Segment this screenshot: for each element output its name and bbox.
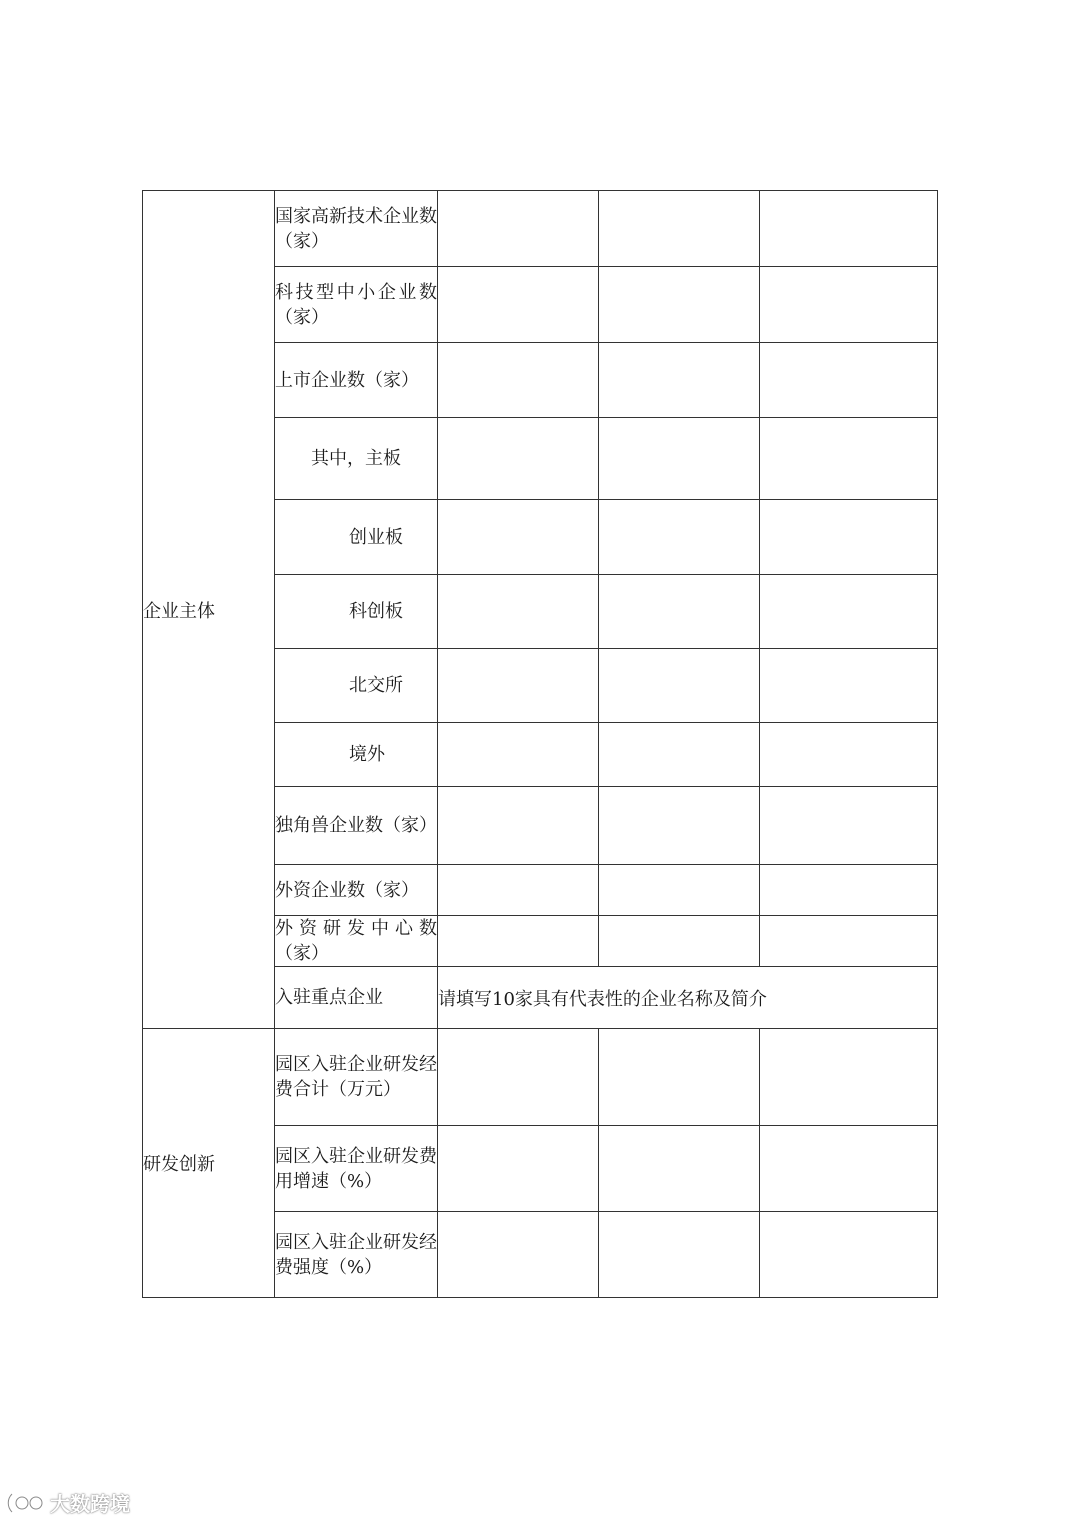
input-cell[interactable] [760, 865, 938, 916]
input-cell[interactable] [760, 1029, 938, 1126]
row-label: 科技型中小企业数（家） [275, 267, 438, 343]
input-cell[interactable] [599, 575, 760, 649]
input-cell[interactable] [599, 916, 760, 967]
input-cell[interactable] [438, 343, 599, 418]
key-enterprises-note[interactable]: 请填写10家具有代表性的企业名称及简介 [438, 967, 938, 1029]
input-cell[interactable] [438, 916, 599, 967]
input-cell[interactable] [599, 191, 760, 267]
input-cell[interactable] [599, 1126, 760, 1212]
input-cell[interactable] [438, 500, 599, 575]
row-label: 园区入驻企业研发经费强度（%） [275, 1212, 438, 1298]
input-cell[interactable] [438, 1212, 599, 1298]
row-label: 其中，主板 [275, 418, 438, 500]
row-label: 独角兽企业数（家） [275, 787, 438, 865]
input-cell[interactable] [760, 418, 938, 500]
table-row [143, 191, 938, 267]
input-cell[interactable] [599, 418, 760, 500]
input-cell[interactable] [760, 787, 938, 865]
section-rnd: 研发创新 [143, 1029, 275, 1298]
input-cell[interactable] [438, 1029, 599, 1126]
input-cell[interactable] [599, 649, 760, 723]
data-form-table [142, 190, 938, 1298]
input-cell[interactable] [438, 787, 599, 865]
input-cell[interactable] [760, 500, 938, 575]
input-cell[interactable] [438, 575, 599, 649]
input-cell[interactable] [599, 865, 760, 916]
watermark [6, 1488, 130, 1517]
row-label: 上市企业数（家） [275, 343, 438, 418]
input-cell[interactable] [599, 343, 760, 418]
section-enterprise: 企业主体 [143, 191, 275, 1029]
row-label: 创业板 [275, 500, 438, 575]
input-cell[interactable] [760, 1212, 938, 1298]
input-cell[interactable] [438, 191, 599, 267]
input-cell[interactable] [760, 575, 938, 649]
row-label: 北交所 [275, 649, 438, 723]
brand-logo-icon [6, 1490, 46, 1516]
watermark-text: 大数跨境 [50, 1492, 130, 1516]
input-cell[interactable] [438, 267, 599, 343]
input-cell[interactable] [760, 916, 938, 967]
row-label: 外资企业数（家） [275, 865, 438, 916]
table-row [143, 1029, 938, 1126]
input-cell[interactable] [760, 723, 938, 787]
input-cell[interactable] [599, 1029, 760, 1126]
input-cell[interactable] [599, 267, 760, 343]
row-label: 外资研发中心数（家） [275, 916, 438, 967]
input-cell[interactable] [599, 500, 760, 575]
input-cell[interactable] [599, 787, 760, 865]
input-cell[interactable] [599, 723, 760, 787]
input-cell[interactable] [438, 865, 599, 916]
input-cell[interactable] [438, 418, 599, 500]
input-cell[interactable] [438, 723, 599, 787]
input-cell[interactable] [760, 1126, 938, 1212]
row-label: 入驻重点企业 [275, 967, 438, 1029]
row-label: 园区入驻企业研发费用增速（%） [275, 1126, 438, 1212]
input-cell[interactable] [438, 649, 599, 723]
row-label: 园区入驻企业研发经费合计（万元） [275, 1029, 438, 1126]
input-cell[interactable] [438, 1126, 599, 1212]
input-cell[interactable] [760, 267, 938, 343]
input-cell[interactable] [760, 343, 938, 418]
input-cell[interactable] [760, 649, 938, 723]
input-cell[interactable] [760, 191, 938, 267]
row-label: 国家高新技术企业数（家） [275, 191, 438, 267]
row-label: 科创板 [275, 575, 438, 649]
input-cell[interactable] [599, 1212, 760, 1298]
row-label: 境外 [275, 723, 438, 787]
